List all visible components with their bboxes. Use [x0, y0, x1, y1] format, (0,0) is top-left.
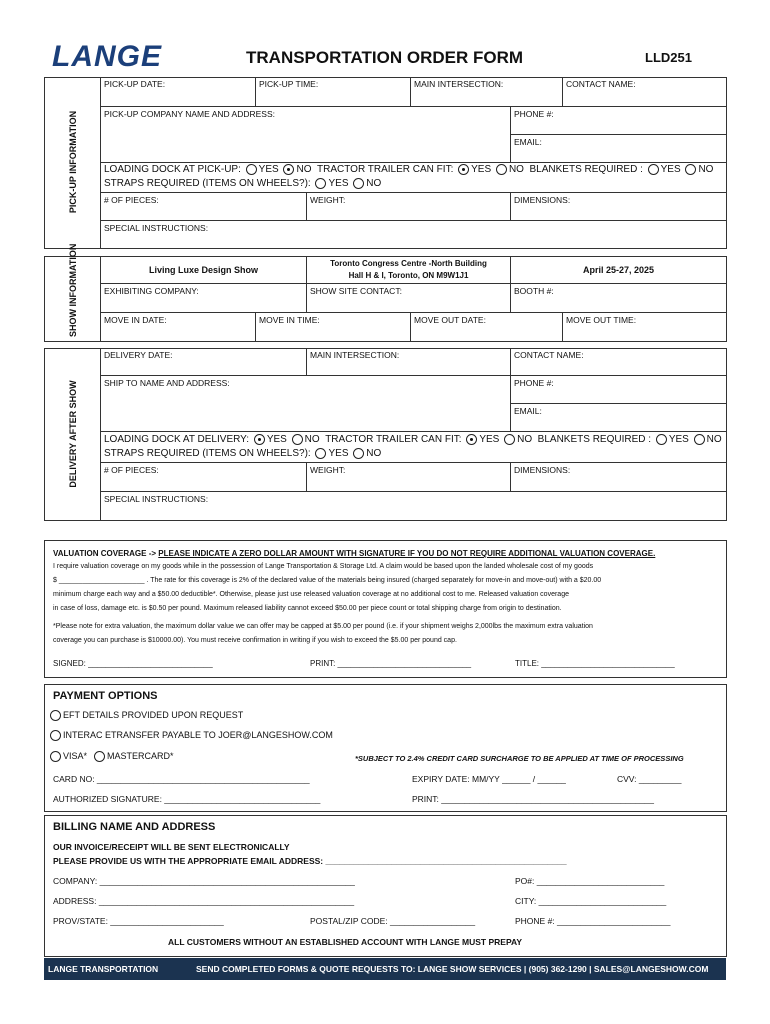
valuation-title-field[interactable]: TITLE: ______________________________ [515, 659, 675, 668]
delivery-email-label: EMAIL: [514, 406, 542, 416]
exhibiting-company-label: EXHIBITING COMPANY: [104, 286, 199, 296]
expiry-field[interactable]: EXPIRY DATE: MM/YY ______ / ______ [412, 774, 566, 784]
valuation-note2: coverage you can purchase is $10000.00). You must receive confirmation in writing if you wish to exceed the $5.00 per pound cap. [53, 637, 457, 644]
pickup-options-row1 [104, 164, 713, 175]
pickup-company-label: PICK-UP COMPANY NAME AND ADDRESS: [104, 109, 275, 119]
pickup-instructions-field[interactable] [101, 221, 727, 249]
pickup-company-field[interactable] [101, 107, 511, 163]
valuation-line3: minimum charge each way and a $50.00 deductible*. Otherwise, please just use released valuation coverage at no additional cost to me. Released valuation coverage [53, 591, 569, 598]
show-venue [307, 256, 511, 284]
interac-label: INTERAC ETRANSFER PAYABLE TO JOER@LANGESHOW.COM [63, 730, 333, 740]
valuation-print-field[interactable]: PRINT: ______________________________ [310, 659, 472, 668]
show-site-contact-field[interactable] [307, 284, 511, 313]
delivery-blankets-label: BLANKETS REQUIRED : [537, 434, 652, 446]
pickup-date-label: PICK-UP DATE: [104, 79, 166, 89]
pickup-dock-no-label: NO [296, 164, 312, 176]
valuation-text [53, 562, 718, 646]
eft-radio[interactable] [50, 710, 61, 721]
show-venue-line1: Toronto Congress Centre -North Building [330, 259, 487, 268]
delivery-instructions-label: SPECIAL INSTRUCTIONS: [104, 494, 209, 504]
pickup-straps-label: STRAPS REQUIRED (ITEMS ON WHEELS?): [104, 178, 311, 190]
eft-label: EFT DETAILS PROVIDED UPON REQUEST [63, 710, 244, 720]
show-label-column [44, 243, 101, 342]
delivery-options-row2 [104, 448, 381, 459]
pickup-dimensions-field[interactable] [511, 192, 727, 221]
pickup-tractor-no-label: NO [508, 164, 524, 176]
form-code: LLD251 [645, 50, 692, 65]
footer-company: LANGE TRANSPORTATION [48, 964, 159, 974]
delivery-dock-no-radio[interactable] [292, 434, 303, 445]
billing-postal-field[interactable]: POSTAL/ZIP CODE: __________________ [310, 916, 476, 926]
pickup-blankets-yes-label: YES [660, 164, 681, 176]
delivery-blankets-yes-radio[interactable] [656, 434, 667, 445]
move-in-time-field[interactable] [256, 313, 411, 342]
pickup-pieces-label: # OF PIECES: [104, 195, 159, 205]
payment-print-field[interactable]: PRINT: _____________________________________________ [412, 794, 655, 804]
pickup-blankets-no-label: NO [698, 164, 714, 176]
show-name: Living Luxe Design Show [101, 256, 307, 284]
valuation-line4: in case of loss, damage etc. is $0.50 per pound. Maximum released liability cannot exceed $50.00 per piece count or total shipping charge from origin to destination. [53, 605, 562, 612]
pickup-time-label: PICK-UP TIME: [259, 79, 319, 89]
show-venue-line2: Hall H & I, Toronto, ON M9W1J1 [348, 271, 469, 280]
billing-phone-field[interactable]: PHONE #: ________________________ [515, 916, 671, 926]
delivery-weight-field[interactable] [307, 462, 511, 492]
pickup-dock-no-radio[interactable] [283, 164, 294, 175]
footer-contact: SEND COMPLETED FORMS & QUOTE REQUESTS TO: LANGE SHOW SERVICES | (905) 362-1290 | SALES@LANGESHOW.COM [196, 964, 709, 974]
pickup-time-field[interactable] [256, 77, 411, 107]
billing-electronic-note: OUR INVOICE/RECEIPT WILL BE SENT ELECTRONICALLY [53, 842, 290, 852]
delivery-blankets-no-radio[interactable] [694, 434, 705, 445]
delivery-dimensions-field[interactable] [511, 462, 727, 492]
delivery-blankets-no-label: NO [706, 434, 722, 446]
billing-city-field[interactable]: CITY: ___________________________ [515, 896, 667, 906]
pickup-label-column [44, 77, 101, 249]
ship-to-field[interactable] [101, 376, 511, 432]
move-out-time-label: MOVE OUT TIME: [566, 315, 637, 325]
pickup-dock-yes-radio[interactable] [246, 164, 257, 175]
valuation-heading [53, 549, 718, 558]
mastercard-label: MASTERCARD* [107, 751, 174, 761]
cvv-field[interactable]: CVV: _________ [617, 774, 682, 784]
valuation-note1: *Please note for extra valuation, the maximum dollar value we can offer may be capped at $5.00 per pound (i.e. if your shipment weighs 2,000lbs the maximum extra valuation [53, 623, 593, 630]
delivery-options-row1 [104, 434, 722, 445]
show-section-label: SHOW INFORMATION [68, 243, 78, 337]
footer-bar [44, 958, 726, 980]
delivery-email-field[interactable] [511, 404, 727, 432]
prepay-notice: ALL CUSTOMERS WITHOUT AN ESTABLISHED ACCOUNT WITH LANGE MUST PREPAY [168, 937, 523, 947]
delivery-dock-label: LOADING DOCK AT DELIVERY: [104, 434, 250, 446]
pickup-pieces-field[interactable] [101, 192, 307, 221]
delivery-phone-label: PHONE #: [514, 378, 554, 388]
delivery-straps-label: STRAPS REQUIRED (ITEMS ON WHEELS?): [104, 448, 311, 460]
delivery-date-label: DELIVERY DATE: [104, 350, 173, 360]
pickup-contact-label: CONTACT NAME: [566, 79, 636, 89]
ship-to-label: SHIP TO NAME AND ADDRESS: [104, 378, 230, 388]
delivery-contact-field[interactable] [511, 348, 727, 376]
delivery-date-field[interactable] [101, 348, 307, 376]
pickup-tractor-yes-label: YES [471, 164, 492, 176]
card-options [48, 751, 174, 762]
company-logo: LANGE [52, 40, 162, 73]
card-number-field[interactable]: CARD NO: _____________________________________________ [53, 774, 310, 784]
valuation-section [44, 540, 727, 678]
pickup-tractor-label: TRACTOR TRAILER CAN FIT: [317, 164, 454, 176]
payment-section [44, 684, 727, 812]
move-in-date-label: MOVE IN DATE: [104, 315, 167, 325]
pickup-intersection-label: MAIN INTERSECTION: [414, 79, 504, 89]
delivery-straps-yes-radio[interactable] [315, 448, 326, 459]
move-out-date-label: MOVE OUT DATE: [414, 315, 486, 325]
delivery-pieces-field[interactable] [101, 462, 307, 492]
move-out-date-field[interactable] [411, 313, 563, 342]
pickup-straps-yes-label: YES [328, 178, 349, 190]
authorized-signature-field[interactable]: AUTHORIZED SIGNATURE: _________________________________ [53, 794, 321, 804]
show-site-contact-label: SHOW SITE CONTACT: [310, 286, 402, 296]
pickup-blankets-no-radio[interactable] [685, 164, 696, 175]
pickup-dock-yes-label: YES [258, 164, 279, 176]
pickup-phone-field[interactable] [511, 107, 727, 135]
delivery-blankets-yes-label: YES [668, 434, 689, 446]
delivery-dock-yes-radio[interactable] [254, 434, 265, 445]
valuation-signed-field[interactable]: SIGNED: ____________________________ [53, 659, 213, 668]
mastercard-radio[interactable] [94, 751, 105, 762]
delivery-section-label: DELIVERY AFTER SHOW [68, 380, 78, 488]
pickup-options-row2 [104, 178, 381, 189]
delivery-instructions-field[interactable] [101, 492, 727, 521]
visa-label: VISA* [63, 751, 88, 761]
pickup-tractor-yes-radio[interactable] [458, 164, 469, 175]
billing-address-field[interactable]: ADDRESS: ______________________________________________________ [53, 896, 355, 906]
pickup-straps-no-label: NO [366, 178, 382, 190]
delivery-label-column [44, 348, 101, 521]
interac-radio[interactable] [50, 730, 61, 741]
delivery-tractor-label: TRACTOR TRAILER CAN FIT: [325, 434, 462, 446]
pickup-dock-label: LOADING DOCK AT PICK-UP: [104, 164, 241, 176]
surcharge-note: *SUBJECT TO 2.4% CREDIT CARD SURCHARGE TO BE APPLIED AT TIME OF PROCESSING [355, 754, 684, 763]
form-title: TRANSPORTATION ORDER FORM [246, 48, 524, 67]
move-in-date-field[interactable] [101, 313, 256, 342]
payment-heading: PAYMENT OPTIONS [53, 690, 158, 702]
show-dates: April 25-27, 2025 [511, 256, 727, 284]
eft-option[interactable] [48, 710, 243, 721]
delivery-dock-no-label: NO [304, 434, 320, 446]
pickup-contact-field[interactable] [563, 77, 727, 107]
pickup-blankets-label: BLANKETS REQUIRED : [529, 164, 643, 176]
visa-radio[interactable] [50, 751, 61, 762]
exhibiting-company-field[interactable] [101, 284, 307, 313]
pickup-email-field[interactable] [511, 135, 727, 163]
delivery-pieces-label: # OF PIECES: [104, 465, 159, 475]
billing-section [44, 815, 727, 957]
delivery-intersection-label: MAIN INTERSECTION: [310, 350, 400, 360]
valuation-heading-prefix: VALUATION COVERAGE -> [53, 549, 159, 558]
pickup-straps-no-radio[interactable] [353, 178, 364, 189]
valuation-heading-instruction: PLEASE INDICATE A ZERO DOLLAR AMOUNT WITH SIGNATURE IF YOU DO NOT REQUIRE ADDITIONAL VALUATION COVERAGE. [158, 549, 656, 558]
delivery-contact-label: CONTACT NAME: [514, 350, 584, 360]
pickup-phone-label: PHONE #: [514, 109, 554, 119]
booth-label: BOOTH #: [514, 286, 554, 296]
delivery-tractor-yes-radio[interactable] [466, 434, 477, 445]
pickup-blankets-yes-radio[interactable] [648, 164, 659, 175]
move-out-time-field[interactable] [563, 313, 727, 342]
pickup-straps-yes-radio[interactable] [315, 178, 326, 189]
pickup-date-field[interactable] [101, 77, 256, 107]
pickup-weight-label: WEIGHT: [310, 195, 346, 205]
delivery-straps-yes-label: YES [328, 448, 349, 460]
pickup-instructions-label: SPECIAL INSTRUCTIONS: [104, 223, 209, 233]
pickup-intersection-field[interactable] [411, 77, 563, 107]
billing-prov-field[interactable]: PROV/STATE: ________________________ [53, 916, 224, 926]
valuation-line1: I require valuation coverage on my goods while in the possession of Lange Transportation & Storage Ltd. A claim would be based upon the landed wholesale cost of my goods [53, 563, 594, 570]
pickup-email-label: EMAIL: [514, 137, 542, 147]
pickup-tractor-no-radio[interactable] [496, 164, 507, 175]
delivery-dock-yes-label: YES [266, 434, 287, 446]
delivery-tractor-no-radio[interactable] [504, 434, 515, 445]
billing-po-field[interactable]: PO#: ___________________________ [515, 876, 665, 886]
valuation-line2: $ ______________________ . The rate for this coverage is 2% of the declared value of the materials being insured (charged separately for move-in and move-out) with a $20.00 [53, 577, 602, 584]
delivery-straps-no-radio[interactable] [353, 448, 364, 459]
billing-heading: BILLING NAME AND ADDRESS [53, 821, 216, 833]
delivery-intersection-field[interactable] [307, 348, 511, 376]
interac-option[interactable] [48, 730, 333, 741]
booth-field[interactable] [511, 284, 727, 313]
pickup-weight-field[interactable] [307, 192, 511, 221]
pickup-dimensions-label: DIMENSIONS: [514, 195, 571, 205]
pickup-section-label: PICK-UP INFORMATION [68, 110, 78, 214]
delivery-tractor-no-label: NO [517, 434, 533, 446]
delivery-tractor-yes-label: YES [479, 434, 500, 446]
billing-email-field[interactable]: PLEASE PROVIDE US WITH THE APPROPRIATE EMAIL ADDRESS: ___________________________________________________ [53, 856, 567, 866]
delivery-dimensions-label: DIMENSIONS: [514, 465, 571, 475]
billing-company-field[interactable]: COMPANY: ______________________________________________________ [53, 876, 355, 886]
delivery-phone-field[interactable] [511, 376, 727, 404]
move-in-time-label: MOVE IN TIME: [259, 315, 320, 325]
delivery-weight-label: WEIGHT: [310, 465, 346, 475]
delivery-straps-no-label: NO [366, 448, 382, 460]
